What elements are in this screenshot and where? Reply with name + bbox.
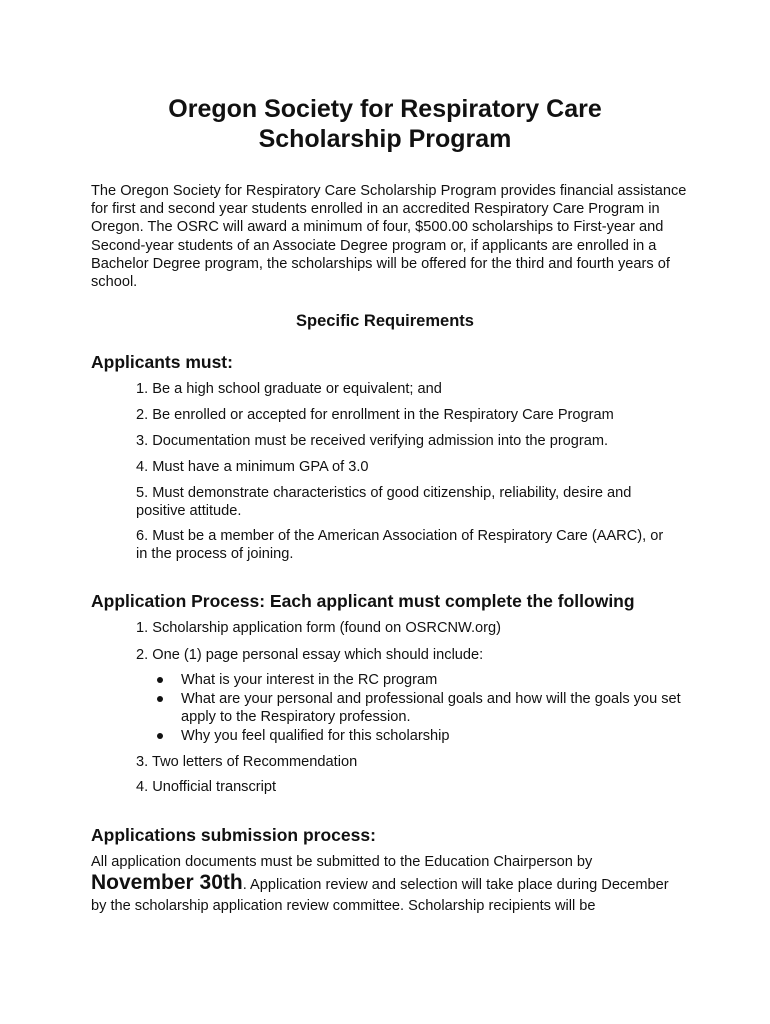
application-process-heading: Application Process: Each applicant must complete the following <box>91 591 635 611</box>
requirement-item: 4. Must have a minimum GPA of 3.0 <box>136 459 369 475</box>
deadline-date: November 30th <box>91 871 243 894</box>
document-title <box>0 94 770 154</box>
submission-line-1: All application documents must be submitted to the Education Chairperson by <box>91 854 593 870</box>
requirement-item: 2. Be enrolled or accepted for enrollment in the Respiratory Care Program <box>136 407 614 423</box>
intro-paragraph: The Oregon Society for Respiratory Care Scholarship Program provides financial assistance for first and second year students enrolled in an accredited Respiratory Care Program in Oregon. The OSRC will award a minimum of four, $500.00 scholarships to First-year and Second-year students of an Associate Degree program or, if applicants are enrolled in a Bachelor Degree program, the scholarships will be offered for the third and fourth years of school. <box>91 183 687 291</box>
submission-after-deadline: . Application review and selection will take place during December <box>242 877 669 893</box>
specific-requirements-heading: Specific Requirements <box>296 312 474 330</box>
bullet-icon <box>157 677 163 683</box>
process-item: 1. Scholarship application form (found on OSRCNW.org) <box>136 620 502 636</box>
submission-line-3: by the scholarship application review committee. Scholarship recipients will be <box>91 898 596 914</box>
title-line-1: Oregon Society for Respiratory Care <box>168 95 602 123</box>
essay-bullet: What are your personal and professional goals and how will the goals you set apply to the Respiratory profession. <box>181 691 681 725</box>
bullet-icon <box>157 733 163 739</box>
bullet-icon <box>157 696 163 702</box>
submission-line-2 <box>91 872 691 896</box>
applicants-heading: Applicants must: <box>91 352 233 372</box>
essay-bullet: Why you feel qualified for this scholarship <box>181 728 450 744</box>
title-line-2: Scholarship Program <box>258 125 512 153</box>
process-item: 4. Unofficial transcript <box>136 779 277 795</box>
essay-bullet: What is your interest in the RC program <box>181 672 438 688</box>
requirement-item: 1. Be a high school graduate or equivalent; and <box>136 381 442 397</box>
process-item: 3. Two letters of Recommendation <box>136 754 358 770</box>
process-item: 2. One (1) page personal essay which should include: <box>136 647 484 663</box>
requirement-item: 5. Must demonstrate characteristics of good citizenship, reliability, desire and positive attitude. <box>136 485 632 519</box>
requirement-item: 6. Must be a member of the American Association of Respiratory Care (AARC), or in the process of joining. <box>136 528 664 562</box>
submission-heading: Applications submission process: <box>91 825 376 845</box>
requirement-item: 3. Documentation must be received verifying admission into the program. <box>136 433 609 449</box>
